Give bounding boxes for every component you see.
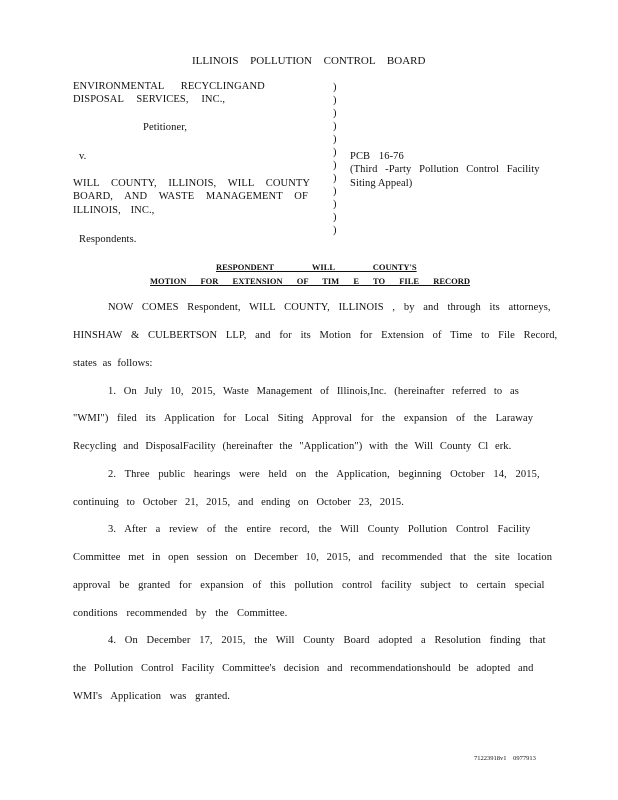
board-title: ILLINOIS POLLUTION CONTROL BOARD <box>192 55 426 67</box>
respondent-name-line-1: WILL COUNTY, ILLINOIS, WILL COUNTY <box>73 178 311 189</box>
case-type-line-1: (Third -Party Pollution Control Facility <box>350 164 540 175</box>
intro-line-2: HINSHAW & CULBERTSON LLP, and for its Motion for Extension of Time to File Record, <box>73 330 558 341</box>
paragraph-3-line-1: 3. After a review of the entire record, the Will County Pollution Control Facility <box>108 524 531 535</box>
paragraph-2-line-2: continuing to October 21, 2015, and ending on October 23, 2015. <box>73 497 405 508</box>
case-type-line-2: Siting Appeal) <box>350 178 413 189</box>
caption-paren: ) <box>333 225 337 236</box>
caption-paren: ) <box>333 134 337 145</box>
paragraph-2-line-1: 2. Three public hearings were held on the Application, beginning October 14, 2015, <box>108 469 540 480</box>
petitioner-name-line-1: ENVIRONMENTAL RECYCLINGAND <box>73 81 265 92</box>
paragraph-3-line-3: approval be granted for expansion of this pollution control facility subject to certain special <box>73 580 545 591</box>
caption-paren-column <box>333 81 337 237</box>
caption-paren: ) <box>333 173 337 184</box>
caption-paren: ) <box>333 121 337 132</box>
intro-line-1: NOW COMES Respondent, WILL COUNTY, ILLINOIS , by and through its attorneys, <box>108 302 551 313</box>
case-number: PCB 16-76 <box>350 151 404 162</box>
paragraph-3-line-4: conditions recommended by the Committee. <box>73 608 288 619</box>
paragraph-1-line-1: 1. On July 10, 2015, Waste Management of Illinois,Inc. (hereinafter referred to as <box>108 386 519 397</box>
petitioner-name-line-2: DISPOSAL SERVICES, INC., <box>73 94 226 105</box>
respondent-role: Respondents. <box>79 234 137 245</box>
paragraph-1-line-3: Recycling and DisposalFacility (hereinafter the "Application") with the Will County Cl erk. <box>73 441 512 452</box>
respondent-name-line-2: BOARD, AND WASTE MANAGEMENT OF <box>73 191 308 202</box>
paragraph-3-line-2: Committee met in open session on December 10, 2015, and recommended that the site location <box>73 552 553 563</box>
motion-title-line-2: MOTION FOR EXTENSION OF TIM E TO FILE RECORD <box>150 276 471 286</box>
respondent-name-line-3: ILLINOIS, INC., <box>73 205 155 216</box>
paragraph-4-line-3: WMI's Application was granted. <box>73 691 231 702</box>
caption-paren: ) <box>333 147 337 158</box>
caption-paren: ) <box>333 186 337 197</box>
petitioner-role: Petitioner, <box>143 122 188 133</box>
intro-line-3: states as follows: <box>73 358 153 369</box>
caption-paren: ) <box>333 95 337 106</box>
paragraph-4-line-2: the Pollution Control Facility Committee's decision and recommendationshould be adopted and <box>73 663 534 674</box>
paragraph-1-line-2: "WMI") filed its Application for Local Siting Approval for the expansion of the Laraway <box>73 413 534 424</box>
caption-paren: ) <box>333 199 337 210</box>
caption-paren: ) <box>333 82 337 93</box>
versus-label: v. <box>79 151 87 162</box>
caption-paren: ) <box>333 160 337 171</box>
caption-paren: ) <box>333 108 337 119</box>
document-id: 71223918v1 0977913 <box>474 755 536 762</box>
caption-paren: ) <box>333 212 337 223</box>
paragraph-4-line-1: 4. On December 17, 2015, the Will County Board adopted a Resolution finding that <box>108 635 546 646</box>
motion-title-line-1: RESPONDENT WILL COUNTY'S <box>216 262 417 272</box>
